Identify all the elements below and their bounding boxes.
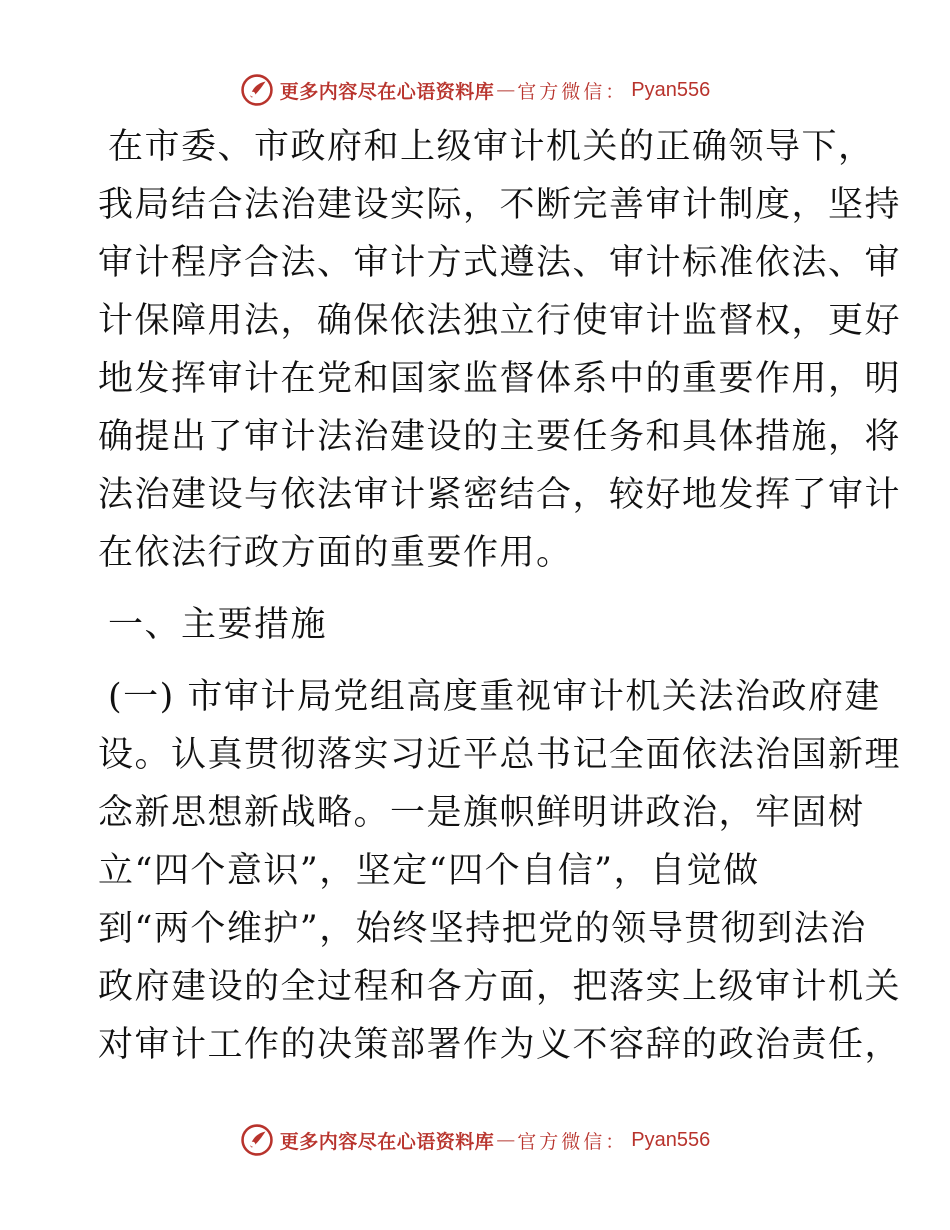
text-line: 立“四个意识”，坚定“四个自信”，自觉做 <box>98 851 760 891</box>
text-line: 对审计工作的决策部署作为义不容辞的政治责任， <box>98 1025 902 1065</box>
header-watermark <box>0 70 950 110</box>
text-line: 到“两个维护”，始终坚持把党的领导贯彻到法治 <box>98 909 867 949</box>
text-line: (一) 市审计局党组高度重视审计机关法治政府建 <box>108 677 881 717</box>
text-line: 法治建设与依法审计紧密结合，较好地发挥了审计 <box>98 475 902 515</box>
heading-text: 一、主要措施 <box>108 605 328 645</box>
watermark-wechat-id: Pyan556 <box>631 1128 711 1151</box>
watermark-brand-text: 更多内容尽在心语资料库 <box>279 80 495 103</box>
text-line: 地发挥审计在党和国家监督体系中的重要作用，明 <box>98 359 902 399</box>
watermark-wechat-label: 官方微信： <box>517 1130 628 1153</box>
text-line: 政府建设的全过程和各方面，把落实上级审计机关 <box>98 967 902 1007</box>
watermark-wechat-id: Pyan556 <box>631 78 711 101</box>
text-line: 设。认真贯彻落实习近平总书记全面依法治国新理 <box>98 735 902 775</box>
paragraph-intro <box>98 118 902 582</box>
footer-watermark <box>0 1120 950 1160</box>
watermark-wechat-label: 官方微信： <box>517 80 628 103</box>
text-line: 在依法行政方面的重要作用。 <box>98 533 573 573</box>
text-line: 在市委、市政府和上级审计机关的正确领导下， <box>108 127 875 167</box>
text-line: 计保障用法，确保依法独立行使审计监督权，更好 <box>98 301 902 341</box>
watermark-dash: — <box>496 1129 516 1151</box>
text-line: 我局结合法治建设实际，不断完善审计制度，坚持 <box>98 185 902 225</box>
brand-logo-icon <box>240 1123 274 1157</box>
text-line: 确提出了审计法治建设的主要任务和具体措施，将 <box>98 417 902 457</box>
text-line: 念新思想新战略。一是旗帜鲜明讲政治，牢固树 <box>98 793 865 833</box>
brand-logo-icon <box>240 73 274 107</box>
watermark-brand-text: 更多内容尽在心语资料库 <box>279 1130 495 1153</box>
document-body <box>98 118 902 1074</box>
section-heading <box>98 596 858 654</box>
paragraph-measures <box>98 668 902 1074</box>
watermark-dash: — <box>496 79 516 101</box>
text-line: 审计程序合法、审计方式遵法、审计标准依法、审 <box>98 243 902 283</box>
